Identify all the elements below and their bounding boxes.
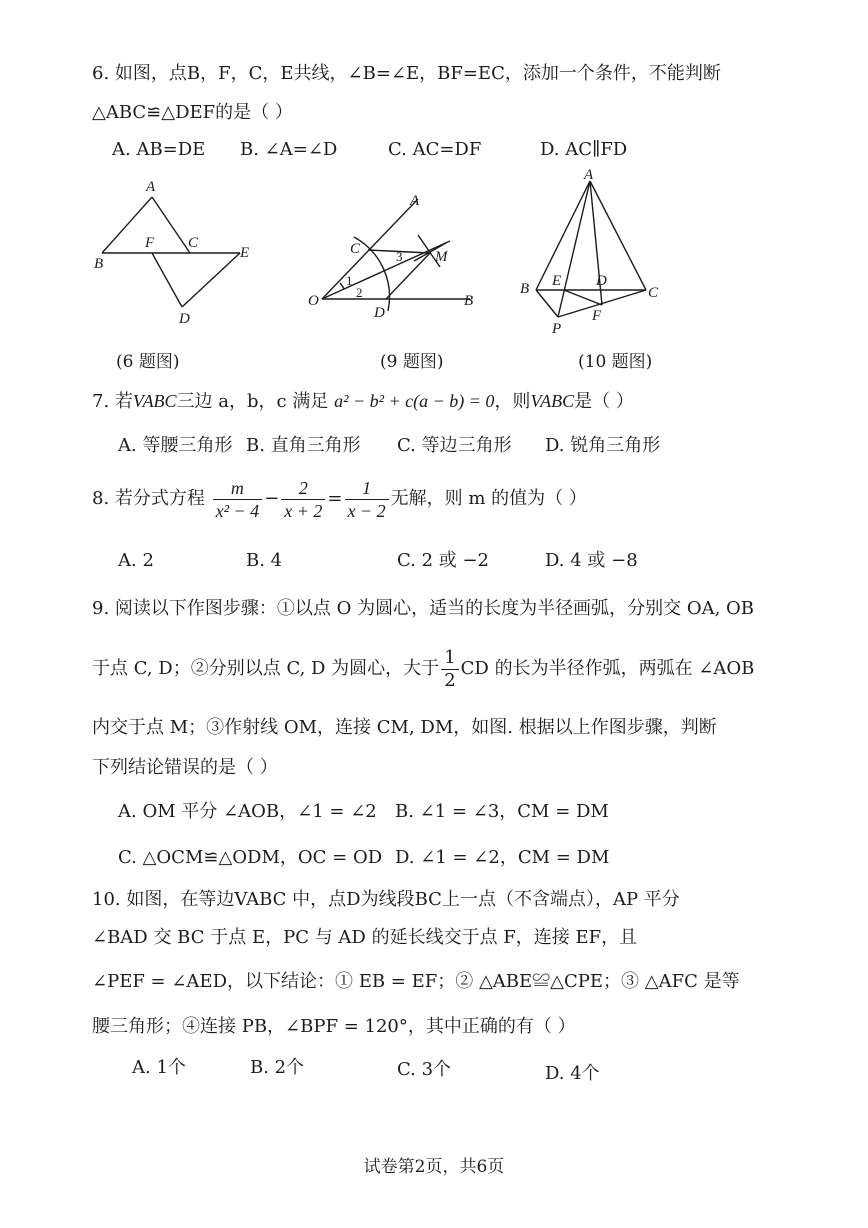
q7-suffix: ，则: [494, 391, 531, 412]
q9-option-a: A. OM 平分 ∠AOB，∠1 = ∠2: [118, 801, 377, 822]
figure-q6: [90, 175, 260, 330]
q9-line2-pre: 于点 C, D；②分别以点 C, D 为圆心，大于: [92, 658, 440, 679]
q10-option-d: D. 4个: [545, 1063, 600, 1084]
fig6-segment-ac: [152, 197, 190, 253]
q7-triangle-2: VABC: [530, 391, 575, 411]
q10-option-c: C. 3个: [397, 1059, 452, 1080]
q9-stem-line4: 下列结论错误的是（ ）: [92, 757, 278, 778]
q10-stem-line2: ∠BAD 交 BC 于点 E，PC 与 AD 的延长线交于点 F，连接 EF，且: [92, 927, 638, 948]
fig6-label-d: D: [179, 311, 190, 327]
q7-triangle: VABC: [132, 391, 177, 411]
fig9-ray-om: [322, 241, 450, 299]
fig10-side-ab: [536, 181, 590, 290]
q10-option-a: A. 1个: [132, 1057, 186, 1078]
q8-stem: 8. 若分式方程 $\frac{m}{\text{x² − 4}}$ − $\frac{2}{x + 2}$ = $\frac{1}{x - 2}$ 无解，则 m 的值为（ ）: [92, 477, 587, 521]
fig6-label-f: F: [145, 235, 155, 251]
fig9-angle-1-arc: [340, 283, 344, 289]
fig10-label-c: C: [648, 285, 659, 301]
q8-option-a: A. 2: [118, 550, 154, 571]
fig9-label-angle-3: 3: [396, 249, 403, 264]
figure-q9-caption: (9 题图): [380, 352, 444, 372]
q8-fraction-3: [345, 477, 389, 522]
q10-stem-line3: ∠PEF = ∠AED，以下结论：① EB = EF；② △ABE≌△CPE；③ △AFC 是等: [92, 971, 740, 992]
q8-option-c: C. 2 或 −2: [397, 550, 490, 571]
fig6-label-b: B: [94, 256, 104, 272]
q8-fraction-2: [281, 477, 325, 522]
fig10-label-d: D: [596, 273, 607, 289]
q8-fraction-1-numerator: m: [213, 477, 263, 500]
fig10-label-f: F: [592, 308, 602, 324]
fig6-segment-de: [182, 253, 240, 307]
q9-stem-line1: 9. 阅读以下作图步骤：①以点 O 为圆心，适当的长度为半径画弧，分别交 OA, OB: [92, 598, 754, 619]
fig6-segment-fd: [152, 253, 182, 307]
q8-prefix: 8. 若分式方程: [92, 488, 205, 509]
q9-option-d: D. ∠1 = ∠2，CM = DM: [395, 847, 610, 868]
fig9-label-b: B: [464, 293, 474, 309]
fig10-label-p: P: [552, 321, 562, 337]
fig10-line-ap: [558, 181, 590, 317]
q8-fraction-2-numerator: 2: [281, 477, 325, 500]
q7-option-b: B. 直角三角形: [246, 435, 361, 456]
q9-stem-line2: [92, 644, 754, 694]
fig9-label-angle-1: 1: [346, 273, 353, 288]
fig6-label-e: E: [240, 245, 250, 261]
q7-equation: a² − b² + c(a − b) = 0: [334, 391, 495, 411]
q6-stem-line2: △ABC≌△DEF的是（ ）: [92, 102, 293, 123]
q9-option-b: B. ∠1 = ∠3，CM = DM: [395, 801, 609, 822]
q6-stem-line1: 6. 如图，点B，F，C，E共线，∠B=∠E，BF=EC，添加一个条件，不能判断: [92, 63, 721, 84]
q9-stem-line3: 内交于点 M；③作射线 OM，连接 CM, DM，如图. 根据以上作图步骤，判断: [92, 717, 717, 738]
q6-option-d: D. AC∥FD: [540, 139, 628, 160]
q9-half-numerator: 1: [441, 647, 458, 670]
fig9-label-d: D: [374, 305, 385, 321]
fig10-label-b: B: [520, 281, 530, 297]
figure-q6-caption: (6 题图): [116, 352, 180, 372]
q7-tail: 是（ ）: [574, 391, 634, 412]
fig10-line-pc: [558, 290, 646, 317]
q7-prefix: 7. 若: [92, 391, 133, 412]
q6-option-b: B. ∠A=∠D: [240, 139, 338, 160]
page-footer: 试卷第2页，共6页: [363, 1157, 505, 1177]
q8-fraction-2-denominator: x + 2: [284, 500, 323, 521]
q9-half-fraction: [441, 647, 458, 692]
q9-option-c: C. △OCM≌△ODM，OC = OD: [118, 847, 383, 868]
q8-suffix: 无解，则 m 的值为（ ）: [390, 488, 587, 509]
q9-half-denominator: 2: [444, 669, 456, 691]
figure-q9: [300, 185, 490, 330]
q10-stem-line1: 10. 如图，在等边VABC 中，点D为线段BC上一点（不含端点），AP 平分: [92, 889, 680, 910]
fig9-label-m: M: [435, 249, 448, 265]
fig10-line-ef: [564, 290, 602, 305]
figure-q10: [510, 165, 685, 340]
q7-stem: [92, 389, 634, 414]
fig10-label-e: E: [552, 273, 562, 289]
q8-option-b: B. 4: [246, 550, 283, 571]
fig10-label-a: A: [584, 167, 594, 183]
fig9-label-c: C: [350, 241, 361, 257]
fig6-label-a: A: [146, 179, 156, 195]
fig9-label-angle-2: 2: [356, 285, 363, 300]
q10-stem-line4: 腰三角形；④连接 PB，∠BPF = 120°，其中正确的有（ ）: [92, 1016, 576, 1037]
fig9-label-o: O: [308, 293, 319, 309]
q8-fraction-3-denominator: x − 2: [347, 500, 386, 521]
q6-option-c: C. AC=DF: [388, 139, 482, 160]
q7-mid: 三边 a，b，c 满足: [176, 391, 329, 412]
q9-line2-post: CD 的长为半径作弧，两弧在 ∠AOB: [460, 658, 755, 679]
q8-option-d: D. 4 或 −8: [545, 550, 638, 571]
q6-option-a: A. AB=DE: [112, 139, 206, 160]
q8-fraction-1: [213, 477, 263, 522]
figure-q10-caption: (10 题图): [578, 352, 653, 372]
q8-fraction-1-denominator: x² − 4: [215, 500, 260, 521]
q7-option-a: A. 等腰三角形: [118, 435, 233, 456]
q7-option-c: C. 等边三角形: [397, 435, 512, 456]
q8-fraction-3-numerator: 1: [345, 477, 389, 500]
fig10-line-bp: [536, 290, 558, 317]
q10-option-b: B. 2个: [250, 1057, 305, 1078]
fig9-label-a: A: [410, 193, 420, 209]
q7-option-d: D. 锐角三角形: [545, 435, 661, 456]
fig6-label-c: C: [188, 235, 199, 251]
